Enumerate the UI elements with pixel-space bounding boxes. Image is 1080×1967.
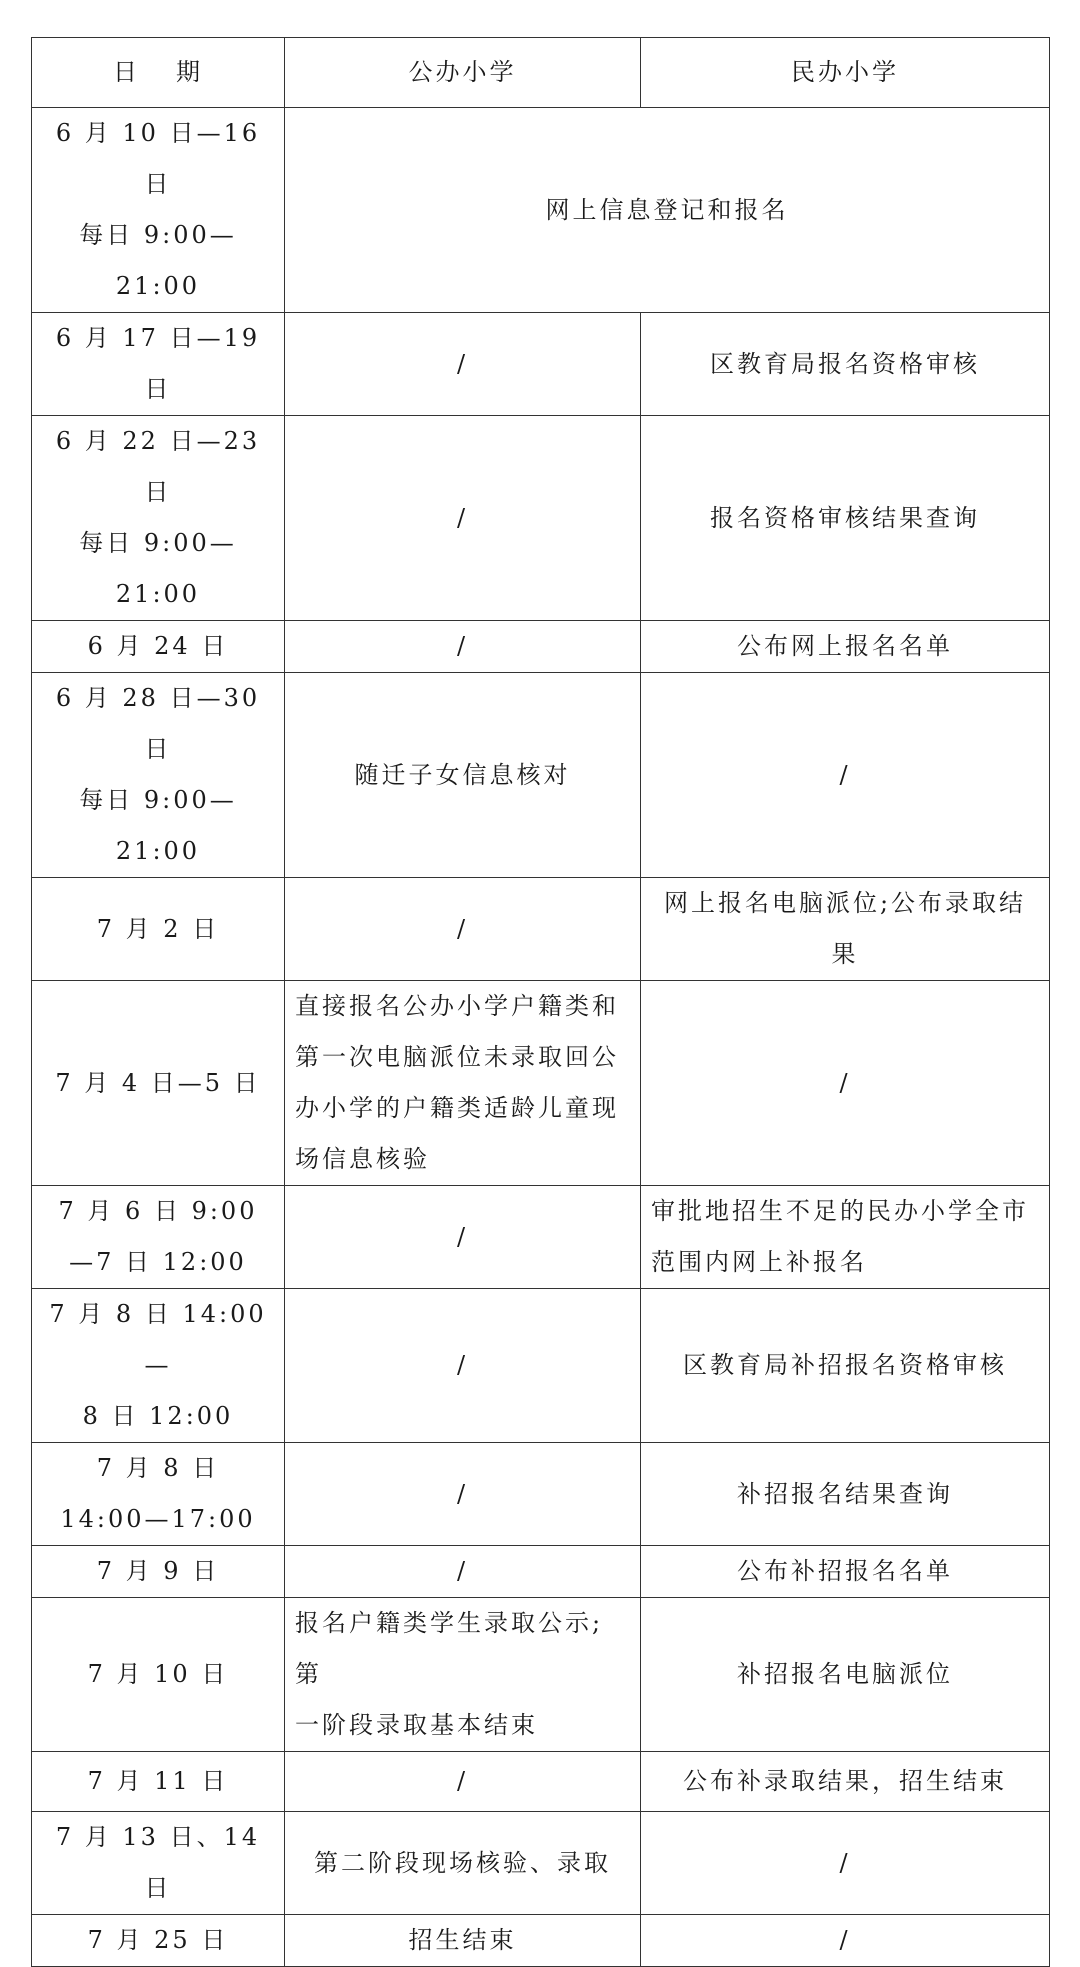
date-cell bbox=[32, 313, 285, 416]
date-line: 14:00—17:00 bbox=[60, 1505, 256, 1533]
date-line: 每日 9:00—21:00 bbox=[79, 529, 237, 608]
date-cell bbox=[32, 1443, 285, 1546]
date-line: 7 月 25 日 bbox=[87, 1926, 229, 1954]
table-row bbox=[32, 981, 1050, 1186]
date-cell bbox=[32, 621, 285, 673]
merged-cell: 网上信息登记和报名 bbox=[285, 108, 1050, 313]
date-cell bbox=[32, 1752, 285, 1812]
public-school-cell: / bbox=[285, 1289, 641, 1443]
public-school-cell: / bbox=[285, 1546, 641, 1598]
table-row bbox=[32, 621, 1050, 673]
table-row bbox=[32, 1186, 1050, 1289]
table-row bbox=[32, 1546, 1050, 1598]
date-line: 每日 9:00—21:00 bbox=[79, 221, 237, 300]
date-line: 6 月 22 日—23 日 bbox=[55, 427, 261, 506]
private-school-cell: / bbox=[641, 1915, 1050, 1967]
public-school-cell-line: 直接报名公办小学户籍类和 bbox=[295, 992, 619, 1020]
private-school-cell: 补招报名电脑派位 bbox=[641, 1598, 1050, 1752]
date-line: 7 月 9 日 bbox=[96, 1557, 220, 1585]
public-school-cell: / bbox=[285, 416, 641, 621]
private-school-cell-line: 范围内网上补报名 bbox=[651, 1248, 867, 1276]
private-school-cell: 公布补录取结果，招生结束 bbox=[641, 1752, 1050, 1812]
date-cell bbox=[32, 1546, 285, 1598]
public-school-cell bbox=[285, 1598, 641, 1752]
date-cell bbox=[32, 1598, 285, 1752]
public-school-cell-line: 一阶段录取基本结束 bbox=[295, 1711, 538, 1739]
public-school-cell-line: 场信息核验 bbox=[295, 1145, 430, 1173]
table-row bbox=[32, 1915, 1050, 1967]
table-row bbox=[32, 313, 1050, 416]
date-cell bbox=[32, 416, 285, 621]
date-line: 7 月 2 日 bbox=[96, 914, 220, 943]
date-line: 8 日 12:00 bbox=[82, 1402, 234, 1430]
public-school-cell-line: 报名户籍类学生录取公示;第 bbox=[295, 1609, 604, 1688]
private-school-cell bbox=[641, 1186, 1050, 1289]
public-school-cell: / bbox=[285, 1752, 641, 1812]
header-private-school: 民办小学 bbox=[641, 38, 1050, 108]
date-line: 7 月 8 日 bbox=[96, 1454, 220, 1482]
date-line: 7 月 4 日—5 日 bbox=[55, 1068, 261, 1097]
private-school-cell: / bbox=[641, 981, 1050, 1186]
private-school-cell: 补招报名结果查询 bbox=[641, 1443, 1050, 1546]
date-cell bbox=[32, 1186, 285, 1289]
private-school-cell: 报名资格审核结果查询 bbox=[641, 416, 1050, 621]
public-school-cell: / bbox=[285, 621, 641, 673]
date-line: 7 月 13 日、14 日 bbox=[55, 1823, 261, 1902]
date-line: 6 月 10 日—16 日 bbox=[55, 119, 261, 198]
public-school-cell: 招生结束 bbox=[285, 1915, 641, 1967]
header-public-school: 公办小学 bbox=[285, 38, 641, 108]
private-school-cell: / bbox=[641, 1812, 1050, 1915]
header-date bbox=[32, 38, 285, 108]
private-school-cell: 公布补招报名名单 bbox=[641, 1546, 1050, 1598]
private-school-cell: / bbox=[641, 673, 1050, 878]
date-cell bbox=[32, 1812, 285, 1915]
public-school-cell: 第二阶段现场核验、录取 bbox=[285, 1812, 641, 1915]
date-cell bbox=[32, 878, 285, 981]
date-line: 7 月 10 日 bbox=[87, 1660, 229, 1688]
date-line: 每日 9:00—21:00 bbox=[79, 786, 237, 865]
date-line: 6 月 17 日—19 日 bbox=[55, 324, 261, 403]
private-school-cell: 区教育局报名资格审核 bbox=[641, 313, 1050, 416]
table-row bbox=[32, 878, 1050, 981]
table-row bbox=[32, 1443, 1050, 1546]
header-date-char-1: 日 bbox=[113, 58, 140, 86]
private-school-cell: 网上报名电脑派位;公布录取结果 bbox=[641, 878, 1050, 981]
public-school-cell bbox=[285, 981, 641, 1186]
public-school-cell: / bbox=[285, 1186, 641, 1289]
private-school-cell-line: 审批地招生不足的民办小学全市 bbox=[651, 1197, 1029, 1225]
table-row bbox=[32, 673, 1050, 878]
table-row bbox=[32, 1752, 1050, 1812]
date-line: 6 月 28 日—30 日 bbox=[55, 684, 261, 763]
table-row bbox=[32, 416, 1050, 621]
date-line: 7 月 8 日 14:00— bbox=[49, 1300, 267, 1379]
date-line: —7 日 12:00 bbox=[69, 1248, 247, 1276]
date-line: 7 月 6 日 9:00 bbox=[58, 1197, 258, 1225]
date-cell bbox=[32, 673, 285, 878]
enrollment-schedule-table bbox=[31, 37, 1050, 1967]
date-cell bbox=[32, 981, 285, 1186]
table-header-row bbox=[32, 38, 1050, 108]
private-school-cell: 区教育局补招报名资格审核 bbox=[641, 1289, 1050, 1443]
schedule-sheet bbox=[31, 37, 1050, 1967]
date-line: 6 月 24 日 bbox=[87, 632, 229, 660]
date-cell bbox=[32, 1289, 285, 1443]
table-row bbox=[32, 1598, 1050, 1752]
table-row bbox=[32, 1289, 1050, 1443]
public-school-cell-line: 办小学的户籍类适龄儿童现 bbox=[295, 1094, 619, 1122]
private-school-cell: 公布网上报名名单 bbox=[641, 621, 1050, 673]
date-line: 7 月 11 日 bbox=[87, 1767, 229, 1795]
header-date-char-2: 期 bbox=[176, 58, 203, 86]
public-school-cell: / bbox=[285, 878, 641, 981]
public-school-cell: / bbox=[285, 1443, 641, 1546]
table-row bbox=[32, 1812, 1050, 1915]
table-row bbox=[32, 108, 1050, 313]
public-school-cell: / bbox=[285, 313, 641, 416]
date-cell bbox=[32, 1915, 285, 1967]
public-school-cell: 随迁子女信息核对 bbox=[285, 673, 641, 878]
public-school-cell-line: 第一次电脑派位未录取回公 bbox=[295, 1043, 619, 1071]
date-cell bbox=[32, 108, 285, 313]
